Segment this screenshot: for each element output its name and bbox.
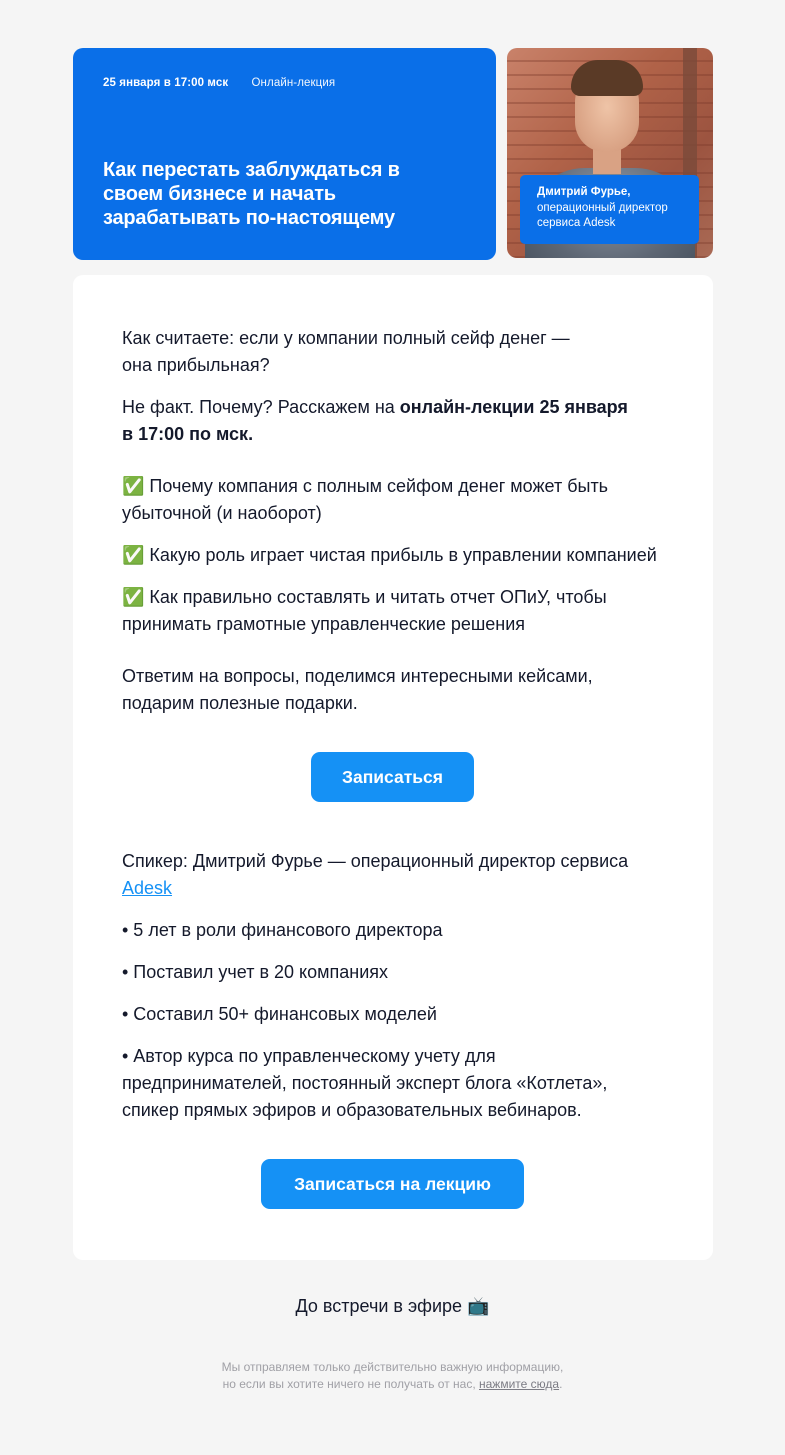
unsubscribe-link[interactable]: нажмите сюда [479,1377,560,1391]
banner-title: Как перестать заблуждаться в своем бизнесе и начать зарабатывать по-настоящему [103,159,400,229]
speaker-caption-name: Дмитрий Фурье, [537,186,631,198]
speaker-caption-role-2: сервиса Adesk [537,217,616,229]
signup-lecture-button[interactable]: Записаться на лекцию [261,1159,524,1209]
point-item: ✅ Почему компания с полным сейфом денег может быть убыточной (и наоборот) [122,476,609,523]
banner-type: Онлайн-лекция [251,77,336,89]
banner-date: 25 января в 17:00 мск [103,77,229,89]
speaker-caption-card [520,175,699,244]
point-item: ✅ Какую роль играет чистая прибыль в управлении компанией [122,545,657,565]
point-item: ✅ Как правильно составлять и читать отчет ОПиУ, чтобы принимать грамотные управленческие решения [122,587,607,634]
speaker-caption-role-1: операционный директор [537,201,668,214]
fact-item: • Составил 50+ финансовых моделей [122,1004,437,1024]
lead-plain: Не факт. Почему? Расскажем на [122,397,400,417]
intro-text: Как считаете: если у компании полный сейф денег — она прибыльная? [122,328,570,375]
speaker-text [122,848,642,902]
speaker-photo [507,48,713,258]
photo-hair [571,60,643,96]
adesk-link[interactable]: Adesk [122,878,173,898]
footer-note-line-1: Мы отправляем только действительно важную информацию, [221,1360,564,1374]
footer-note-line-2 [0,1376,785,1393]
lecture-banner [73,48,496,260]
footer-note [0,1359,785,1393]
lead-text [122,394,642,448]
signup-button[interactable]: Записаться [311,752,474,802]
fact-item: • 5 лет в роли финансового директора [122,920,443,940]
speaker-prefix: Спикер: Дмитрий Фурье — операционный директор сервиса [122,851,629,871]
footer-note-line-2-text: но если вы хотите ничего не получать от нас, [222,1377,479,1391]
signoff-text: До встречи в эфире 📺 [295,1296,490,1316]
fact-item: • Поставил учет в 20 компаниях [122,962,389,982]
promise-text: Ответим на вопросы, поделимся интересными кейсами, подарим полезные подарки. [122,666,593,713]
banner-meta [103,77,335,89]
footer-note-end: . [559,1377,563,1391]
content-card [73,275,713,1260]
lead-bold: онлайн-лекции 25 января в 17:00 по мск. [122,397,628,444]
fact-item: • Автор курса по управленческому учету для предпринимателей, постоянный эксперт блога «Котлета», спикер прямых эфиров и образовательных вебинаров. [122,1046,608,1120]
